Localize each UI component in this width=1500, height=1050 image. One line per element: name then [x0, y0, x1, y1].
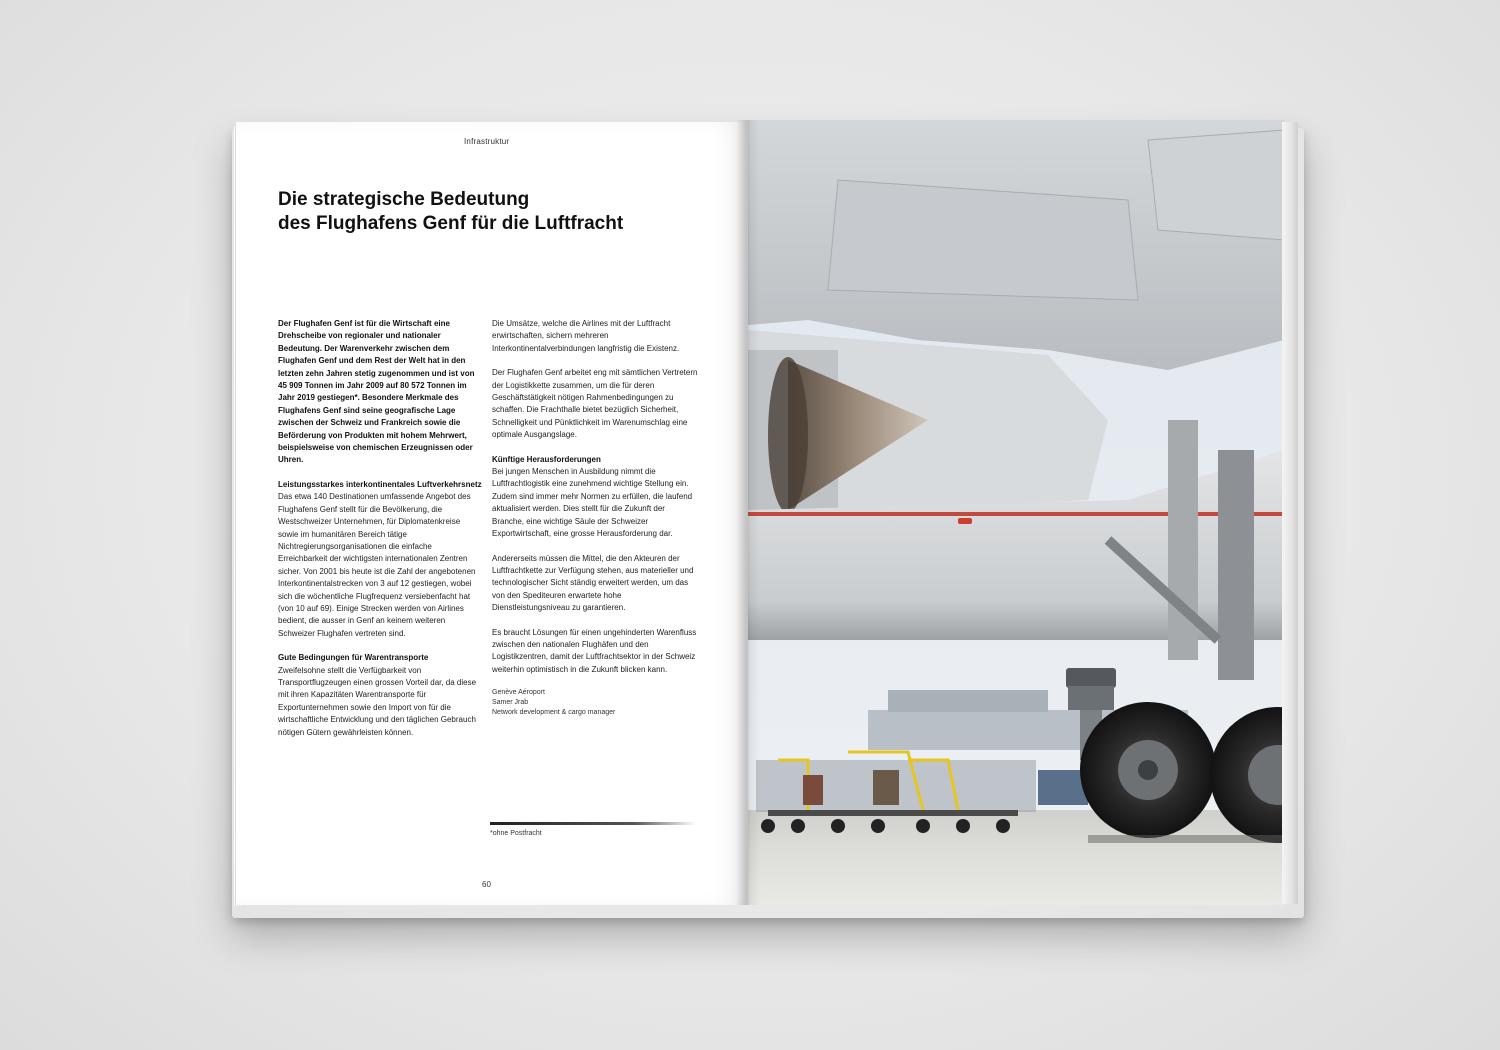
page-edges-right	[1282, 122, 1298, 904]
page-number: 60	[482, 880, 491, 889]
subheading-challenges: Künftige Herausforderungen	[492, 454, 601, 464]
wing-panel	[828, 180, 1138, 300]
signature-org: Genève Aéroport	[492, 689, 545, 697]
engine-nozzle-rim	[768, 357, 808, 513]
wheel-shadow	[1088, 835, 1284, 843]
paragraph-revenue: Die Umsätze, welche die Airlines mit der Luftfracht erwirtschaften, sichern mehreren Interkontinentalverbindungen langfristig die Existenz.	[492, 319, 680, 353]
text-column-2	[492, 318, 698, 718]
control-tower-base	[1068, 686, 1114, 710]
paragraph-transport: Zweifelsohne stellt die Verfügbarkeit von Transportflugzeugen einen grossen Vorteil dar, da diese mit ihren Kapazitäten Warentransporte für Exportunternehmen sowie den Import von für die wirtschaftliche Entwicklung und den täglichen Gebrauch nötigen Gütern gewährleisten können.	[278, 665, 477, 737]
article-title	[278, 188, 708, 236]
signature-role: Network development & cargo manager	[492, 709, 616, 717]
title-line-2: des Flughafens Genf für die Luftfracht	[278, 213, 624, 234]
flap-panel	[1148, 130, 1284, 240]
footnote: *ohne Postfracht	[490, 830, 542, 837]
paragraph-solutions: Es braucht Lösungen für einen ungehinderten Warenfluss zwischen den nationalen Flughäfen und den Logistikzentren, damit der Luftfrachtsektor in der Schweiz weiterhin optimistisch in die Zukunft blicken kann.	[492, 627, 697, 674]
title-line-1: Die strategische Bedeutung	[278, 189, 530, 210]
signature-name: Samer Jrab	[492, 699, 529, 707]
paragraph-network: Das etwa 140 Destinationen umfassende Angebot des Flughafens Genf stellt für die Bevölkerung, die Westschweizer Unternehmen, für Diplomatenkreise sowie im humanitären Bereich tätige Nichtregierungsorganisationen die einfache Erreichbarkeit der wichtigsten internationalen Zentren sicher. Von 2001 bis heute ist die Zahl der angebotenen Interkontinentalstrecken von 3 auf 12 gestiegen, wobei sich die wöchentliche Flugfrequenz versiebenfacht hat (von 10 auf 69). Einige Strecken werden von Airlines bedient, die ausser in Genf an keinem weiteren Schweizer Flughafen vertreten sind.	[278, 492, 476, 638]
signature	[492, 688, 698, 718]
red-stripe	[748, 512, 1284, 516]
right-page	[748, 120, 1284, 905]
section-label: Infrastruktur	[464, 137, 510, 146]
paragraph-means: Andererseits müssen die Mittel, die den Akteuren der Luftfrachtkette zur Verfügung stehen, aus materieller und technologischer Sicht ständig erweitert werden, um das von den Spediteuren erwartete hohe Dienstleistungsniveau zu garantieren.	[492, 553, 694, 613]
footnote-rule	[490, 822, 696, 825]
paragraph-logistics: Der Flughafen Genf arbeitet eng mit sämtlichen Vertretern der Logistikkette zusammen, um die für deren Geschäftstätigkeit nötigen Rahmenbedingungen zu schaffen. Die Frachthalle bietet bezüglich Sicherheit, Schnelligkeit und Pünktlichkeit im Warenumschlag eine optimale Ausgangslage.	[492, 368, 698, 440]
subheading-network: Leistungsstarkes interkontinentales Luftverkehrsnetz	[278, 479, 482, 489]
subheading-transport: Gute Bedingungen für Warentransporte	[278, 653, 429, 663]
control-tower-cab	[1066, 668, 1116, 688]
gear-strut-rear	[1218, 450, 1254, 680]
lead-paragraph: Der Flughafen Genf ist für die Wirtschaft eine Drehscheibe von regionaler und nationaler Bedeutung. Der Warenverkehr zwischen dem Flughafen Genf und dem Rest der Welt hat in den letzten zehn Jahren stetig zugenommen und ist von 45 909 Tonnen im Jahr 2009 auf 80 572 Tonnen im Jahr 2019 gestiegen*. Besondere Merkmale des Flughafens Genf sind seine geografische Lage zwischen der Schweiz und Frankreich sowie die Beförderung von Produkten mit hohem Mehrwert, beispielsweise von chemischen Erzeugnissen oder Uhren.	[278, 319, 475, 465]
paragraph-challenges: Bei jungen Menschen in Ausbildung nimmt die Luftfrachtlogistik eine zunehmend wichtige Stellung ein. Zudem sind immer mehr Normen zu erfüllen, die laufend aktualisiert werden. Dies stellt für die Zukunft der Branche, eine wichtige Säule der Schweizer Exportwirtschaft, eine grosse Herausforderung dar.	[492, 467, 693, 539]
airplane-landing-gear-photo	[748, 120, 1284, 905]
tarmac	[748, 810, 1284, 905]
text-column-1	[278, 318, 482, 751]
terminal-roof	[888, 690, 1048, 712]
beacon-light	[958, 518, 972, 524]
